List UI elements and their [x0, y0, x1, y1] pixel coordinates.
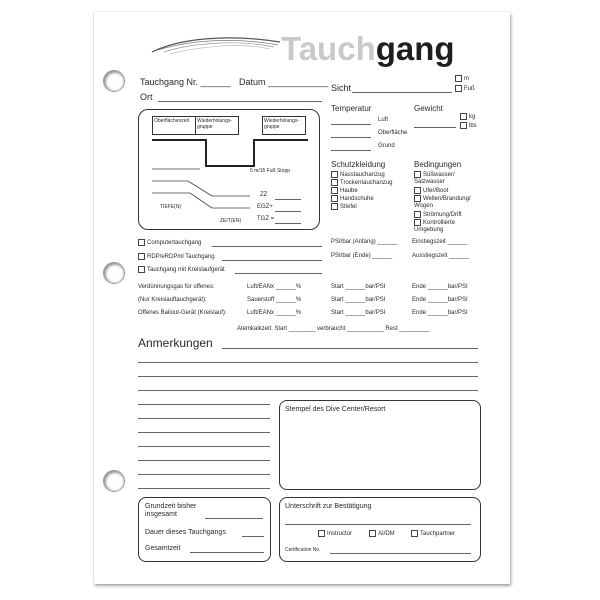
oberflaechenzeit-box[interactable]: Oberflächenzeit [152, 116, 196, 135]
kreislauf-option[interactable]: Tauchgang mit Kreislaufgerät [138, 266, 225, 273]
bed-ufer-boot[interactable]: Ufer/Boot [414, 187, 448, 194]
bedingungen-heading: Bedingungen [414, 160, 462, 169]
gas-row-1-start[interactable]: Start ______bar/PSI [331, 284, 386, 290]
schutz-handschuhe[interactable]: Handschuhe [331, 195, 374, 202]
anmerkungen-line[interactable] [222, 348, 478, 349]
stempel-box[interactable] [279, 400, 481, 490]
binder-hole-top [103, 70, 125, 92]
binder-hole-bottom [103, 470, 125, 492]
unit-m-option[interactable]: m [455, 75, 469, 82]
zz-field[interactable] [275, 199, 301, 200]
computertauchgang-option[interactable]: Computertauchgang [138, 239, 201, 246]
anmerkungen-line[interactable] [138, 376, 478, 377]
ausstiegszeit-field[interactable]: Ausstiegszeit ______ [412, 253, 470, 259]
wiederholungsgruppe-box-1[interactable]: Wiederholungs- gruppe [195, 116, 239, 135]
gas-row-3-label: Offenes Bailout-Gerät (Kreislauf): [138, 310, 227, 316]
datum-field[interactable]: Datum ____________ [239, 77, 329, 87]
gas-row-1-label: Verdünnungsgas für offenes: [138, 284, 215, 290]
stempel-label: Stempel des Dive Center/Resort [285, 406, 386, 413]
gewicht-field[interactable] [414, 127, 456, 128]
anmerkungen-line[interactable] [138, 446, 270, 447]
sicht-label: Sicht [331, 83, 352, 93]
anmerkungen-line[interactable] [138, 362, 478, 363]
rdp-field[interactable] [222, 260, 322, 261]
tiefe-label: TIEFE(N) [160, 204, 182, 210]
temperatur-heading: Temperatur [331, 104, 372, 113]
temp-grund-field[interactable] [331, 150, 371, 151]
tgz-label: TGZ = [257, 216, 275, 222]
unit-fuss-option[interactable]: Fuß [455, 85, 475, 92]
anmerkungen-heading: Anmerkungen [138, 336, 213, 350]
unterschrift-label: Unterschrift zur Bestätigung [285, 503, 372, 510]
zeit-label: ZEIT(EN) [220, 218, 242, 224]
page-title: Tauchgang [281, 30, 455, 67]
dauer-field[interactable] [242, 536, 264, 537]
wiederholungsgruppe-box-2[interactable]: Wiederholungs- gruppe [262, 116, 306, 135]
rdp-option[interactable]: RDP/eRDPml Tauchgang [138, 253, 215, 260]
gas-row-1-gas[interactable]: Luft/EANx ______% [247, 284, 302, 290]
gas-row-1-ende[interactable]: Ende ______bar/PSI [412, 284, 468, 290]
gas-row-2-gas[interactable]: Sauerstoff ______% [247, 297, 302, 303]
psi-ende-field[interactable]: PSI/bar (Ende) ______ [331, 253, 393, 259]
dauer-label: Dauer dieses Tauchgangs [145, 529, 226, 536]
instructor-option[interactable]: Instructor [318, 530, 352, 537]
anmerkungen-line[interactable] [138, 474, 270, 475]
computertauchgang-field[interactable] [212, 246, 322, 247]
schutzkleidung-heading: Schutzkleidung [331, 160, 386, 169]
gas-row-2-start[interactable]: Start ______bar/PSI [331, 297, 386, 303]
anmerkungen-line[interactable] [138, 404, 270, 405]
gewicht-lbs-option[interactable]: lbs [460, 122, 477, 129]
gewicht-heading: Gewicht [414, 104, 443, 113]
anmerkungen-line[interactable] [138, 418, 270, 419]
gas-row-3-gas[interactable]: Luft/EANx ______% [247, 310, 302, 316]
gas-row-2-ende[interactable]: Ende ______bar/PSI [412, 297, 468, 303]
ort-field[interactable] [158, 101, 322, 102]
certification-label: Certification No. [285, 547, 321, 553]
egz-label: EGZ+ [257, 204, 273, 210]
bed-suesswasser[interactable]: Süßwasser/ Salzwasser [414, 172, 455, 186]
gewicht-kg-option[interactable]: kg [460, 113, 475, 120]
gas-row-3-ende[interactable]: Ende ______bar/PSI [412, 310, 468, 316]
temp-luft-field[interactable] [331, 124, 371, 125]
schutz-stiefel[interactable]: Stiefel [331, 203, 357, 210]
stopp-label: 5 m/15 Fuß Stopp [250, 168, 291, 174]
anmerkungen-line[interactable] [138, 432, 270, 433]
zz-label: ZZ [260, 192, 268, 198]
grundzeit-bisher-label: Grundzeit bisher insgesamt [145, 503, 197, 518]
tgz-field[interactable] [275, 223, 301, 224]
tauchpartner-option[interactable]: Tauchpartner [411, 530, 455, 537]
swoosh-logo-icon [150, 34, 285, 58]
ort-label: Ort [140, 92, 153, 102]
temp-oberflaeche-label: Oberfläche [378, 130, 408, 136]
certification-field[interactable] [330, 553, 471, 554]
gesamtzeit-label: Gesamtzeit [145, 545, 181, 552]
schutz-trockentauchanzug[interactable]: Trockentauchanzug [331, 179, 392, 186]
kreislauf-field[interactable] [235, 273, 322, 274]
temp-luft-label: Luft [378, 117, 389, 123]
gas-row-2-label: (Nur Kreislauftauchgerät): [138, 297, 207, 303]
schutz-haube[interactable]: Haube [331, 187, 358, 194]
bed-wellen[interactable]: Wellen/Brandung/ Wogen [414, 196, 471, 210]
einstiegszeit-field[interactable]: Einstiegszeit ______ [412, 239, 468, 245]
unterschrift-field[interactable] [285, 524, 471, 525]
bed-kontrollierte-umgebung[interactable]: Kontrollierte Umgebung [414, 220, 456, 234]
binder-hole-middle [103, 262, 125, 284]
gas-row-3-start[interactable]: Start ______bar/PSI [331, 310, 386, 316]
atemkalkzeit-field[interactable]: Atemkalkzeit: Start ________ verbraucht ___________ Rest _________ [237, 326, 430, 332]
anmerkungen-line[interactable] [138, 488, 270, 489]
temp-grund-label: Grund [378, 143, 395, 149]
aidm-option[interactable]: AI/DM [369, 530, 395, 537]
grundzeit-bisher-field[interactable] [205, 518, 263, 519]
gesamtzeit-field[interactable] [190, 552, 264, 553]
schutz-nasstauchanzug[interactable]: Nasstauchanzug [331, 171, 385, 178]
sicht-field[interactable] [352, 92, 452, 93]
anmerkungen-line[interactable] [138, 390, 478, 391]
temp-oberflaeche-field[interactable] [331, 137, 371, 138]
psi-anfang-field[interactable]: PSI/bar (Anfang) ______ [331, 239, 398, 245]
anmerkungen-line[interactable] [138, 460, 270, 461]
bed-stroemung[interactable]: Strömung/Drift [414, 211, 462, 218]
tauchgang-nr-field[interactable]: Tauchgang Nr. ______ [140, 77, 231, 87]
egz-field[interactable] [275, 211, 301, 212]
